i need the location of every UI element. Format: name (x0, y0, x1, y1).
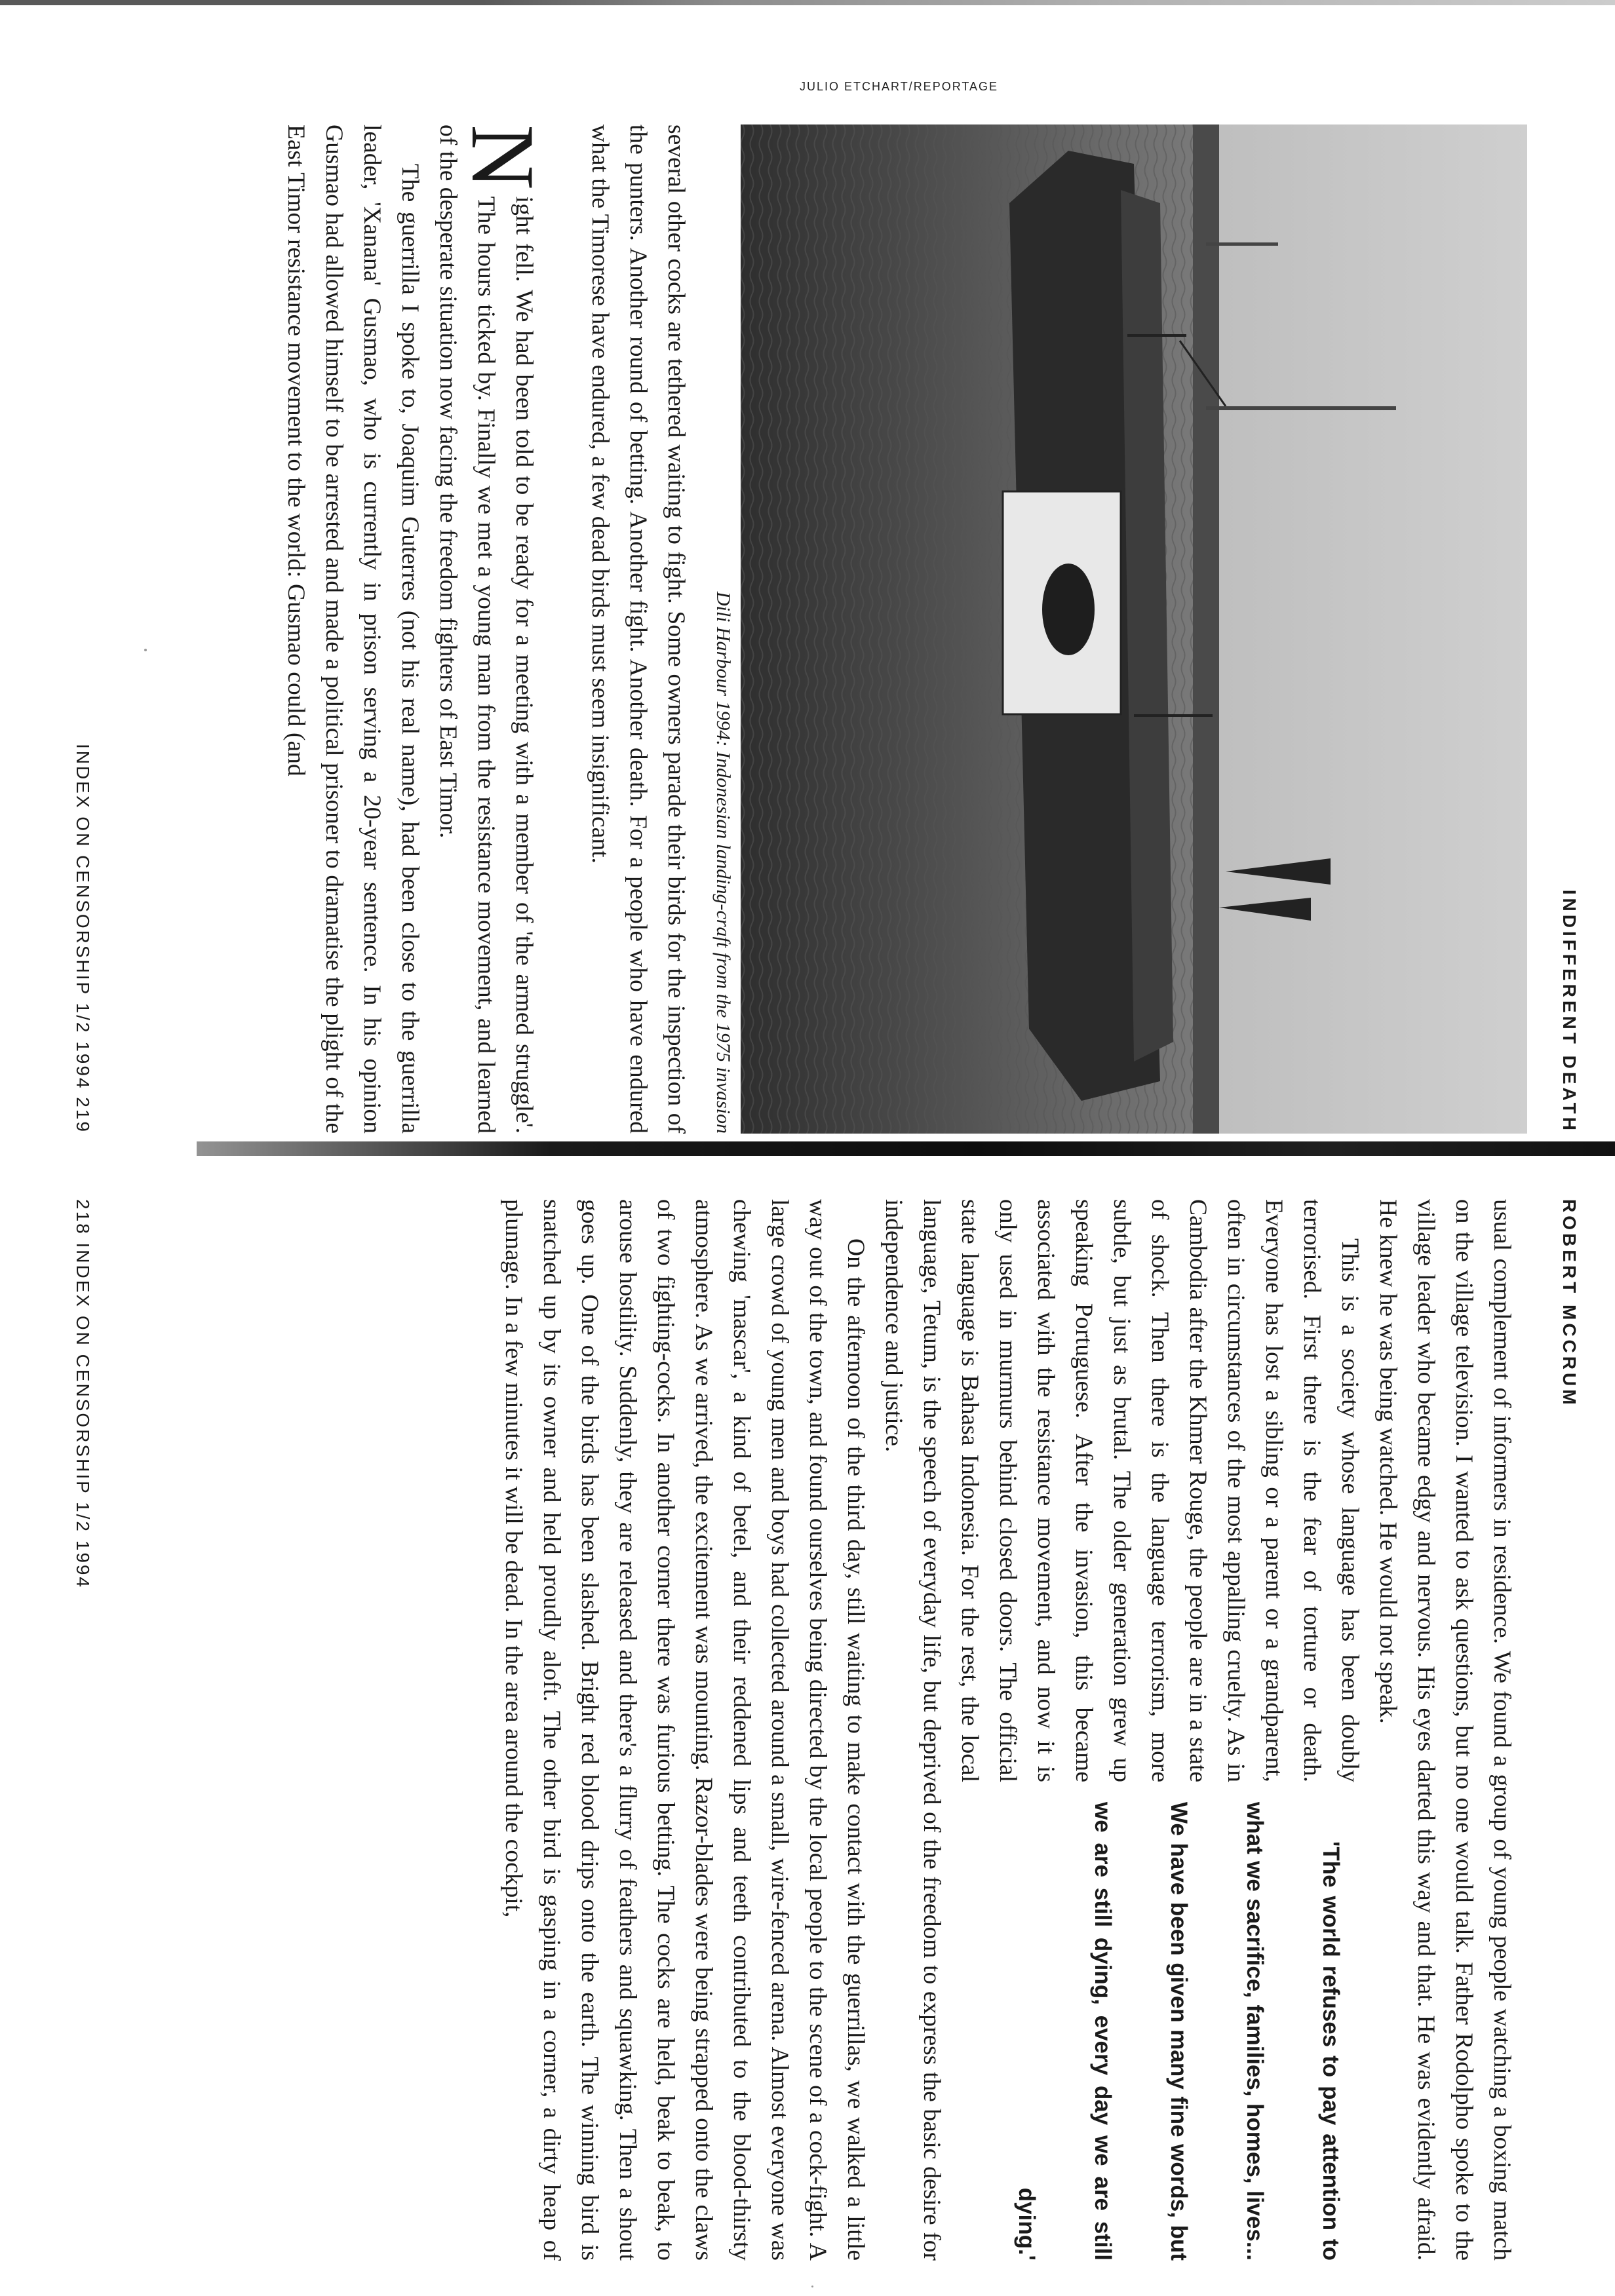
header (1547, 124, 1586, 1134)
paragraph-text: ight fell. We had been told to be ready for a meeting with a member of 'the armed struggle'. The hours ticked by. Finally we met a young man from the resistance movement, and learned of the desperate situation now facing the freedom fighters of East Timor. (435, 124, 537, 1134)
folio: INDEX ON CENSORSHIP 1/2 1994 219 (73, 743, 93, 1134)
dropcap-paragraph (429, 124, 553, 1134)
harbour-photo (741, 124, 1527, 1134)
harbour-photo-image (741, 124, 1527, 1134)
dust-speck (811, 2286, 813, 2287)
photo-figure (712, 124, 1527, 1134)
header (1547, 1199, 1586, 2261)
article-text (277, 124, 695, 1134)
dropcap: N (453, 124, 553, 190)
page-218 (66, 1199, 1586, 2261)
paragraph-text: This is a society whose language has been doubly terrorised. First there is the fear of torture or death. Everyone has lost a sibling or a parent or a grandparent, often in circumstances of the most appalling cruelty. As in Cambodia after the Khmer Rouge, the people are in a state of shock. Then there is the language terrorism, more subtle, but just as brutal. The older generation grew up speaking Portuguese. After the invasion, this became associated with the resistance movement, and now it is only used in murmurs behind closed doors. The official state language is Bahasa Indonesia. For the rest, the local language, Tetum, is the speech of everyday life, but deprived of the freedom to express the basic desire for independence and justice. (880, 1199, 1363, 2261)
paragraph: usual complement of informers in residence. We found a group of young people watching a boxing match on the village television. I wanted to ask questions, but no one would talk. Father Rodolpho spoke to the village leader who became edgy and nervous. His eyes darted this way and that. He was evidently afraid. He knew he was being watched. He would not speak. (1374, 1199, 1515, 2261)
page-219 (66, 80, 1586, 1134)
scan-edge (0, 0, 1615, 5)
paragraph: On the afternoon of the third day, still waiting to make contact with the guerrillas, we walked a little way out of the town, and found ourselves being directed by the local people to the scene of a cock-fight. A large crowd of young men and boys had collected around a small, wire-fenced arena. Almost everyone was chewing 'mascar', a kind of betel, and their reddened lips and teeth contributed to the blood-thirsty atmosphere. As we arrived, the excitement was mounting. Razor-blades were being strapped onto the claws of two fighting-cocks. In another corner there was furious betting. The cocks are held, beak to beak, to arouse hostility. Suddenly, they are released and there's a flurry of feathers and squawking. Then a shout goes up. One of the birds has been slashed. Bright red blood drips onto the earth. The winning bird is snatched up by its owner and held proudly aloft. The other bird is gasping in a corner, a dirty heap of plumage. In a few minutes it will be dead. In the area around the cockpit, (500, 1199, 869, 2261)
photo-credit: JULIO ETCHART/REPORTAGE (800, 80, 999, 93)
footer (66, 124, 98, 1134)
running-head: INDIFFERENT DEATH (1559, 889, 1580, 1134)
folio: 218 INDEX ON CENSORSHIP 1/2 1994 (73, 1199, 93, 1590)
paragraph (874, 1199, 1369, 2261)
photo-caption: Dili Harbour 1994: Indonesian landing-craft from the 1975 invasion (712, 591, 734, 1134)
article-text (494, 1199, 1521, 2261)
book-spine-shadow (197, 1141, 1615, 1156)
paragraph: several other cocks are tethered waiting to fight. Some owners parade their birds for the inspection of the punters. Another round of betting. Another fight. Another death. For a people who have endured what the Timorese have endured, a few dead birds must seem insignificant. (587, 124, 690, 1134)
paragraph: The guerrilla I spoke to, Joaquim Guterres (not his real name), had been close to the guerrilla leader, 'Xanana' Gusmao, who is currently in prison serving a 20-year sentence. In his opinion Gusmao had allowed himself to be arrested and made a political prisoner to dramatise the plight of the East Timor resistance movement to the world: Gusmao could (and (282, 124, 423, 1134)
running-head: ROBERT MCCRUM (1559, 1199, 1580, 1408)
pull-quote: 'The world refuses to pay attention to what we sacrifice, families, homes, lives... We have been given many fine words, but we are still dying, every day we are still dying.' (1014, 1802, 1344, 2261)
footer (66, 1199, 98, 2261)
